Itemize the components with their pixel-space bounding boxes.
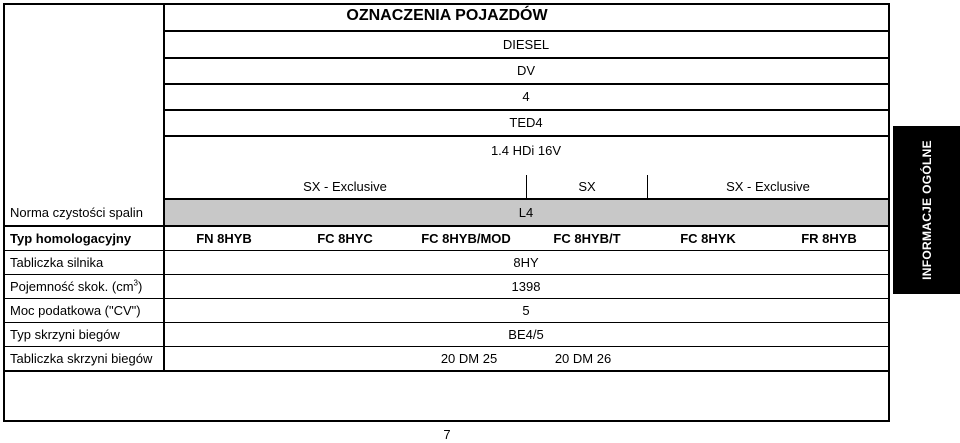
page-title: OZNACZENIA POJAZDÓW bbox=[346, 7, 548, 24]
norma-label: Norma czystości spalin bbox=[10, 205, 143, 220]
engine-name: 1.4 HDi 16V bbox=[490, 143, 562, 158]
divider bbox=[163, 135, 890, 137]
tabliczka-silnika-value: 8HY bbox=[513, 255, 539, 270]
engine-code: TED4 bbox=[509, 115, 543, 130]
divider bbox=[163, 83, 890, 85]
cylinders: 4 bbox=[522, 89, 530, 104]
trim-label: SX bbox=[578, 179, 596, 194]
divider bbox=[526, 175, 527, 198]
divider bbox=[3, 298, 890, 299]
skrzynia-label: Typ skrzyni biegów bbox=[10, 327, 120, 342]
divider bbox=[163, 109, 890, 111]
divider bbox=[163, 198, 890, 200]
section-side-tab bbox=[893, 126, 960, 294]
homologation-code: FC 8HYK bbox=[680, 231, 736, 246]
pojemnosc-value: 1398 bbox=[511, 279, 541, 294]
homologation-code: FC 8HYB/MOD bbox=[421, 231, 511, 246]
gearbox-plate: 20 DM 25 bbox=[440, 351, 498, 366]
divider bbox=[3, 370, 890, 372]
engine-family: DV bbox=[516, 63, 536, 78]
pojemnosc-label: Pojemność skok. $(cm^3)$ bbox=[10, 278, 143, 294]
divider bbox=[3, 322, 890, 323]
homologation-code: FR 8HYB bbox=[801, 231, 857, 246]
typ-homologacyjny-label: Typ homologacyjny bbox=[10, 231, 132, 246]
page-number: 7 bbox=[443, 427, 451, 442]
divider bbox=[163, 57, 890, 59]
homologation-code: FC 8HYC bbox=[317, 231, 373, 246]
norma-value: L4 bbox=[518, 205, 534, 220]
tabliczka-skrzyni-label: Tabliczka skrzyni biegów bbox=[10, 351, 153, 366]
divider bbox=[3, 346, 890, 347]
divider bbox=[163, 3, 165, 371]
skrzynia-value: BE4/5 bbox=[508, 327, 544, 342]
divider bbox=[3, 225, 890, 227]
moc-label: Moc podatkowa ("CV") bbox=[10, 303, 141, 318]
section-side-tab-label: INFORMACJE OGÓLNE bbox=[919, 140, 934, 280]
tabliczka-silnika-label: Tabliczka silnika bbox=[10, 255, 104, 270]
homologation-code: FC 8HYB/T bbox=[553, 231, 621, 246]
trim-label: SX - Exclusive bbox=[726, 179, 810, 194]
trim-label: SX - Exclusive bbox=[303, 179, 387, 194]
divider bbox=[3, 250, 890, 251]
moc-value: 5 bbox=[522, 303, 530, 318]
fuel-type: DIESEL bbox=[502, 37, 550, 52]
divider bbox=[647, 175, 648, 198]
homologation-code: FN 8HYB bbox=[196, 231, 252, 246]
divider bbox=[163, 30, 890, 32]
gearbox-plate: 20 DM 26 bbox=[554, 351, 612, 366]
divider bbox=[3, 274, 890, 275]
